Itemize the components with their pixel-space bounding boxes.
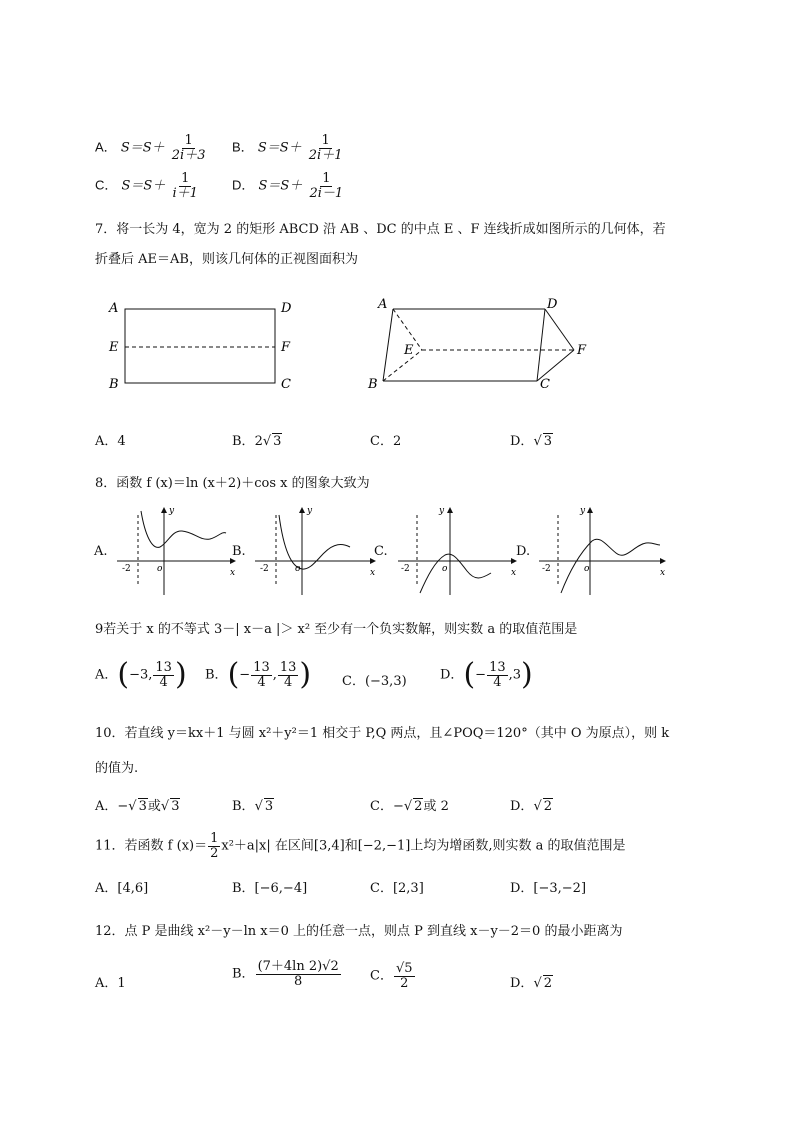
denominator: 4 — [493, 674, 502, 690]
fraction — [278, 661, 299, 689]
numerator: 13 — [253, 659, 270, 675]
q8-option-c-label: C. — [374, 544, 388, 559]
label-f: F — [281, 340, 291, 355]
denominator: 4 — [159, 674, 168, 690]
q12-option-d: D．√ 2 — [510, 976, 553, 991]
q9-text: 9若关于 x 的不等式 3－| x－a |＞ x² 至少有一个负实数解，则实数 a 的取值范围是 — [95, 622, 578, 637]
option-label: B． — [232, 434, 255, 449]
numerator: 13 — [279, 659, 297, 675]
q7-text-line1: 7．将一长为 4，宽为 2 的矩形 ABCD 沿 AB 、DC 的中点 E 、F 连线折成如图所示的几何体，若 — [95, 222, 666, 237]
q11-text-pre: 11．若函数 f (x)＝ — [95, 838, 208, 854]
denominator: 2 — [210, 845, 219, 861]
option-label: C． — [95, 177, 118, 193]
minus-sign: − — [117, 799, 129, 814]
q12-text: 12．点 P 是曲线 x²－y－ln x＝0 上的任意一点，则点 P 到直线 x－y－2＝0 的最小距离为 — [95, 924, 623, 939]
numerator: √5 — [395, 961, 413, 976]
q10-option-c: C．−√ 2或 2 — [370, 799, 449, 814]
label-c: C — [281, 377, 291, 392]
option-label: C． — [370, 799, 393, 814]
origin-label: o — [295, 564, 301, 574]
q8-graph-c — [393, 505, 521, 597]
x-axis-label: x — [660, 568, 666, 578]
option-label: A． — [95, 139, 117, 155]
q12-option-a: A．1 — [95, 976, 126, 991]
q12-option-c — [370, 962, 416, 990]
tick-neg2: -2 — [122, 564, 131, 574]
coefficient: 2 — [254, 434, 263, 449]
rectangle-figure — [108, 301, 292, 392]
radicand: 3 — [264, 799, 274, 814]
radicand: 3 — [543, 434, 553, 449]
connector-or: 或 — [147, 799, 161, 814]
denominator: 2 — [400, 975, 409, 991]
radicand: 3 — [171, 799, 180, 814]
denominator: i＋1 — [172, 185, 198, 201]
numerator: (7＋4ln 2)√2 — [257, 959, 339, 974]
tick-neg2: -2 — [401, 564, 410, 574]
minus-sign: − — [239, 667, 251, 683]
q11-text — [95, 832, 625, 860]
origin-label: o — [584, 564, 590, 574]
fraction — [394, 962, 415, 990]
y-axis-label: y — [169, 506, 175, 516]
label-d: D — [547, 297, 558, 312]
q8-option-a-label: A. — [94, 544, 108, 559]
option-label: D． — [510, 434, 534, 449]
q10-text-line2: 的值为. — [95, 761, 139, 776]
q6-option-c — [95, 172, 201, 200]
q6-option-a — [95, 134, 208, 162]
option-label: B． — [232, 966, 255, 982]
numerator: 1 — [210, 831, 219, 846]
denominator: 8 — [294, 973, 303, 989]
numerator: 13 — [155, 659, 172, 675]
option-expression: S＝S＋ — [121, 178, 166, 194]
label-b: B — [109, 377, 119, 392]
origin-label: o — [442, 564, 448, 574]
numerator: 1 — [181, 171, 190, 186]
denominator: 2i－1 — [309, 185, 344, 201]
option-label: D． — [232, 177, 255, 193]
q7-option-c: C．2 — [370, 434, 402, 449]
y-axis-label: y — [580, 506, 586, 516]
numerator: 1 — [321, 133, 330, 148]
label-d: D — [281, 301, 292, 316]
q6-option-d — [232, 172, 346, 200]
fraction — [256, 960, 341, 988]
q10-text-line1: 10．若直线 y＝kx＋1 与圆 x²＋y²＝1 相交于 P,Q 两点，且∠POQ＝120°（其中 O 为原点），则 k — [95, 726, 670, 741]
y-axis-label: y — [439, 506, 445, 516]
q11-text-post: x²＋a|x| 在区间[3,4]和[−2,−1]上均为增函数,则实数 a 的取值范围是 — [221, 838, 626, 854]
option-label: D． — [510, 976, 534, 991]
option-label: C． — [370, 968, 393, 984]
q11-option-a: A．[4,6] — [95, 881, 149, 896]
option-expression: S＝S＋ — [120, 140, 165, 156]
q11-option-b: B．[−6,−4] — [232, 881, 308, 896]
fraction — [251, 661, 272, 689]
option-label: B． — [232, 799, 255, 814]
denominator: 4 — [257, 674, 266, 690]
denominator: 2i＋1 — [308, 147, 343, 163]
x-axis-label: x — [370, 568, 376, 578]
q11-option-c: C．[2,3] — [370, 881, 424, 896]
interval-right: ,3 — [508, 667, 522, 683]
tick-neg2: -2 — [542, 564, 551, 574]
q8-graph-a — [112, 505, 237, 597]
folded-solid-figure — [367, 297, 587, 392]
radicand: 3 — [273, 434, 282, 449]
numerator: 1 — [184, 133, 193, 148]
radicand: 2 — [543, 976, 553, 991]
option-expression: S＝S＋ — [257, 140, 302, 156]
option-expression: S＝S＋ — [258, 178, 303, 194]
label-b: B — [368, 377, 378, 392]
label-a: A — [109, 301, 119, 316]
label-e: E — [404, 343, 414, 358]
fraction — [307, 172, 345, 200]
q7-option-a: A．4 — [95, 434, 126, 449]
q7-text-line2: 折叠后 AE＝AB，则该几何体的正视图面积为 — [95, 252, 358, 267]
q8-graph-d — [534, 505, 672, 597]
x-axis-label: x — [511, 568, 517, 578]
q10-option-a: A．−√ 3或√ 3 — [95, 799, 180, 814]
fraction — [153, 661, 174, 689]
option-label: A． — [95, 667, 118, 683]
minus-sign: − — [475, 667, 487, 683]
connector-or: 或 2 — [423, 799, 449, 814]
label-f: F — [577, 343, 587, 358]
q8-option-b-label: B. — [232, 544, 246, 559]
q7-figures — [100, 292, 620, 397]
radicand: 2 — [543, 799, 553, 814]
option-label: A． — [95, 799, 118, 814]
fraction — [307, 134, 345, 162]
origin-label: o — [157, 564, 163, 574]
q8-option-d-label: D. — [516, 544, 531, 559]
x-axis-label: x — [230, 568, 236, 578]
numerator: 13 — [489, 659, 506, 675]
radicand: 2 — [414, 799, 423, 814]
fraction — [170, 134, 208, 162]
q10-option-b: B．√ 3 — [232, 799, 274, 814]
fraction — [208, 832, 220, 860]
tick-neg2: -2 — [260, 564, 269, 574]
denominator: 2i＋3 — [171, 147, 206, 163]
minus-sign: − — [392, 799, 404, 814]
option-label: D． — [440, 667, 464, 683]
y-axis-label: y — [307, 506, 313, 516]
q7-option-d: D．√ 3 — [510, 434, 553, 449]
denominator: 4 — [284, 674, 293, 690]
q9-option-a: A．(−3, $\frac{13}{4}$ ) — [95, 657, 187, 692]
interval-left: −3, — [129, 667, 153, 683]
q10-option-d: D．√ 2 — [510, 799, 553, 814]
q7-option-b: B．2√ 3 — [232, 434, 282, 449]
q6-option-b — [232, 134, 345, 162]
numerator: 1 — [322, 171, 331, 186]
radicand: 3 — [138, 799, 147, 814]
label-c: C — [540, 377, 550, 392]
label-a: A — [378, 297, 388, 312]
q9-option-c: C．(−3,3) — [342, 674, 407, 689]
q9-option-b: B．(− $\frac{13}{4}$ , $\frac{13}{4}$ ) — [205, 657, 312, 692]
option-label: B． — [232, 139, 254, 155]
q11-option-d: D．[−3,−2] — [510, 881, 587, 896]
fraction — [170, 172, 199, 200]
option-label: D． — [510, 799, 534, 814]
q8-graph-b — [250, 505, 380, 597]
label-e: E — [109, 340, 119, 355]
q8-text: 8．函数 f (x)＝ln (x＋2)＋cos x 的图象大致为 — [95, 476, 370, 491]
q9-option-d: D．(− $\frac{13}{4}$ ,3) — [440, 657, 533, 692]
q12-option-b — [232, 960, 342, 988]
fraction — [487, 661, 508, 689]
option-label: B． — [205, 667, 228, 683]
